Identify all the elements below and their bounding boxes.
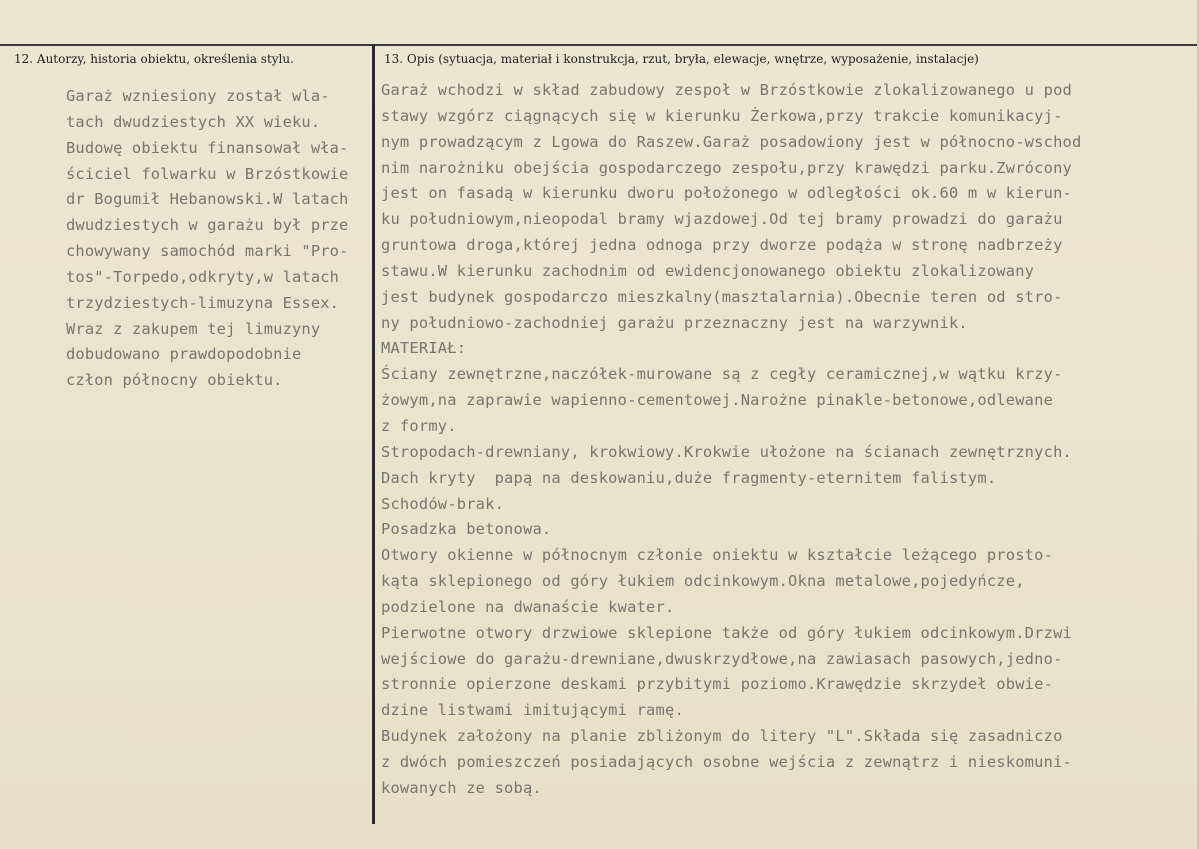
history-text-line: chowywany samochód marki "Pro- [66, 242, 349, 261]
description-text-line: z dwóch pomieszczeń posiadających osobne wejścia z zewnątrz i nieskomuni- [381, 752, 1073, 771]
description-text-line: stawu.W kierunku zachodnim od ewidencjonowanego obiektu zlokalizowany [381, 261, 1035, 280]
description-text-line: Garaż wchodzi w skład zabudowy zespoł w Brzóstkowie zlokalizowanego u pod [381, 81, 1073, 99]
history-text-block [66, 84, 348, 394]
description-text-line: Otwory okienne w północnym członie oniektu w kształcie leżącego prosto- [381, 546, 1054, 565]
history-text-line: dr Bogumił Hebanowski.W latach [66, 190, 349, 209]
section-12-heading: 12. Autorzy, historia obiektu, określenia stylu. [14, 52, 294, 66]
description-text-line: nim narożniku obejścia gospodarczego zespołu,przy krawędzi parku.Zwrócony [381, 158, 1073, 177]
description-text-line: ny południowo-zachodniej garażu przeznaczny jest na warzywnik. [381, 313, 968, 332]
description-text-line: Pierwotne otwory drzwiowe sklepione także od góry łukiem odcinkowym.Drzwi [381, 623, 1073, 642]
description-text-line: Stropodach-drewniany, krokwiowy.Krokwie ułożone na ścianach zewnętrznych. [381, 442, 1073, 461]
history-text-line: Wraz z zakupem tej limuzyny [66, 319, 321, 338]
history-text-line: dwudziestych w garażu był prze [66, 216, 349, 235]
description-text-line: podzielone na dwanaście kwater. [381, 597, 675, 616]
section-13-heading: 13. Opis (sytuacja, materiał i konstrukcja, rzut, bryła, elewacje, wnętrze, wyposażenie, instalacje) [384, 52, 979, 66]
history-text-line: ściciel folwarku w Brzóstkowie [66, 164, 349, 183]
description-text-line: gruntowa droga,której jedna odnoga przy dworze podąża w stronę nadbrzeży [381, 236, 1063, 255]
description-text-block [381, 78, 1081, 802]
description-text-line: kowanych ze sobą. [381, 778, 542, 797]
description-text-line: Schodów-brak. [381, 494, 505, 513]
description-text-line: ku południowym,nieopodal bramy wjazdowej.Od tej bramy prowadzi do garażu [381, 210, 1063, 229]
description-text-line: jest budynek gospodarczo mieszkalny(masztalarnia).Obecnie teren od stro- [381, 287, 1063, 306]
description-text-line: MATERIAŁ: [381, 339, 467, 358]
column-divider [372, 44, 375, 824]
history-text-line: tach dwudziestych XX wieku. [66, 112, 321, 131]
description-text-line: nym prowadzącym z Lgowa do Raszew.Garaż posadowiony jest w północno-wschod [381, 132, 1082, 151]
description-text-line: Ściany zewnętrzne,naczółek-murowane są z cegły ceramicznej,w wątku krzy- [381, 365, 1063, 384]
description-text-line: dzine listwami imitującymi ramę. [381, 701, 684, 720]
description-text-line: Budynek założony na planie zbliżonym do litery "L".Składa się zasadniczo [381, 727, 1063, 746]
description-text-line: z formy. [381, 416, 457, 435]
description-text-line: jest on fasadą w kierunku dworu położonego w odległości ok.60 m w kierun- [381, 184, 1073, 203]
description-text-line: wejściowe do garażu-drewniane,dwuskrzydłowe,na zawiasach pasowych,jedno- [381, 649, 1063, 668]
description-text-line: stronnie opierzone deskami przybitymi poziomo.Krawędzie skrzydeł obwie- [381, 675, 1054, 694]
history-text-line: Budowę obiektu finansował wła- [66, 138, 349, 157]
history-text-line: człon północny obiektu. [66, 371, 283, 390]
description-text-line: żowym,na zaprawie wapienno-cementowej.Narożne pinakle-betonowe,odlewane [381, 391, 1054, 410]
history-text-line: Garaż wzniesiony został wla- [66, 87, 330, 105]
history-text-line: tos"-Torpedo,odkryty,w latach [66, 267, 340, 286]
history-text-line: trzydziestych-limuzyna Essex. [66, 293, 340, 312]
description-text-line: Posadzka betonowa. [381, 520, 552, 539]
history-text-line: dobudowano prawdopodobnie [66, 345, 302, 364]
description-text-line: stawy wzgórz ciągnących się w kierunku Żerkowa,przy trakcie komunikacyj- [381, 106, 1063, 125]
top-rule [0, 44, 1199, 46]
description-text-line: Dach kryty papą na deskowaniu,duże fragmenty-eternitem falistym. [381, 468, 997, 487]
description-text-line: kąta sklepionego od góry łukiem odcinkowym.Okna metalowe,pojedyńcze, [381, 572, 1025, 591]
